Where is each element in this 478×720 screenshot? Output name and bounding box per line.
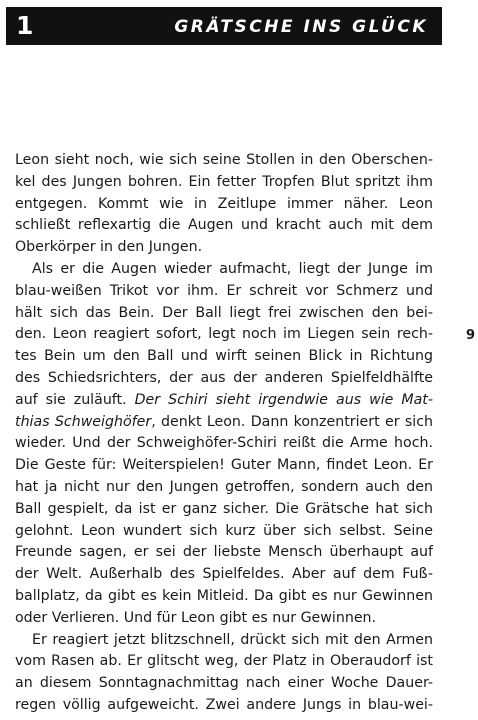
text-segment: an diesem Sonntagnachmittag nach einer Woche Dauer-: [15, 675, 433, 692]
italic-text: thias Schweighöfer: [15, 413, 152, 430]
page-number: 9: [466, 328, 476, 343]
text-line: [15, 630, 433, 652]
text-line: [15, 412, 433, 434]
text-line: [15, 586, 433, 608]
text-segment: kel des Jungen bohren. Ein fetter Tropfen Blut spritzt ihm: [15, 173, 433, 190]
text-line: [15, 455, 433, 477]
text-segment: Er reagiert jetzt blitzschnell, drückt sich mit den Armen: [32, 631, 433, 648]
text-line: [15, 521, 433, 543]
text-line: [15, 673, 433, 695]
chapter-header-bar: [6, 7, 442, 45]
text-segment: ballplatz, da gibt es kein Mitleid. Da gibt es nur Gewinnen: [15, 587, 433, 604]
text-line: [15, 346, 433, 368]
body-text: [15, 150, 433, 717]
text-line: [15, 651, 433, 673]
text-line: [15, 608, 433, 630]
text-line: [15, 172, 433, 194]
text-segment: gelohnt. Leon wundert sich kurz über sich selbst. Seine: [15, 522, 433, 539]
text-segment: Freunde sagen, er sei der liebste Mensch überhaupt auf: [15, 544, 433, 561]
text-line: [15, 281, 433, 303]
text-line: [15, 390, 433, 412]
text-line: [15, 237, 433, 259]
text-line: [15, 542, 433, 564]
text-segment: , denkt Leon. Dann konzentriert er sich: [151, 413, 433, 430]
text-segment: entgegen. Kommt wie in Zeitlupe immer näher. Leon: [15, 195, 433, 212]
text-line: [15, 150, 433, 172]
text-line: [15, 303, 433, 325]
text-segment: schließt reflexartig die Augen und kracht auch mit dem: [15, 217, 433, 234]
text-line: [15, 564, 433, 586]
text-segment: Leon sieht noch, wie sich seine Stollen in den Oberschen-: [15, 152, 433, 168]
text-line: [15, 324, 433, 346]
text-segment: Oberkörper in den Jungen.: [15, 239, 203, 256]
text-line: [15, 477, 433, 499]
text-line: [15, 433, 433, 455]
text-line: [15, 368, 433, 390]
text-segment: wieder. Und der Schweighöfer-Schiri reißt die Arme hoch.: [15, 435, 433, 452]
italic-text: Der Schiri sieht irgendwie aus wie Mat-: [134, 391, 433, 408]
text-segment: hat ja nicht nur den Jungen getroffen, sondern auch den: [15, 478, 433, 495]
text-segment: regen völlig aufgeweicht. Zwei andere Jungs in blau-wei-: [15, 696, 433, 713]
text-line: [15, 194, 433, 216]
text-line: [15, 215, 433, 237]
text-line: [15, 695, 433, 717]
text-segment: auf sie zuläuft.: [15, 391, 135, 408]
chapter-number: 1: [16, 11, 34, 40]
text-segment: Die Geste für: Weiterspielen! Guter Mann, findet Leon. Er: [15, 457, 433, 474]
text-segment: oder Verlieren. Und für Leon gibt es nur Gewinnen.: [15, 609, 377, 626]
text-segment: Ball gespielt, da ist er ganz sicher. Die Grätsche hat sich: [15, 500, 433, 517]
text-segment: der Welt. Außerhalb des Spielfeldes. Aber auf dem Fuß-: [15, 566, 433, 583]
text-line: [15, 259, 433, 281]
text-segment: hält sich das Bein. Der Ball liegt frei zwischen den bei-: [15, 304, 433, 321]
text-segment: Als er die Augen wieder aufmacht, liegt der Junge im: [32, 260, 433, 277]
chapter-title: GRÄTSCHE INS GLÜCK: [174, 17, 428, 37]
text-line: [15, 499, 433, 521]
text-segment: den. Leon reagiert sofort, legt noch im Liegen sein rech-: [15, 326, 433, 343]
text-segment: blau-weißen Trikot vor ihm. Er schreit vor Schmerz und: [15, 282, 433, 299]
text-segment: vom Rasen ab. Er glitscht weg, der Platz in Oberaudorf ist: [15, 653, 433, 670]
text-segment: tes Bein um den Ball und wirft seinen Blick in Richtung: [15, 348, 433, 365]
text-segment: des Schiedsrichters, der aus der anderen Spielfeldhälfte: [15, 369, 433, 386]
